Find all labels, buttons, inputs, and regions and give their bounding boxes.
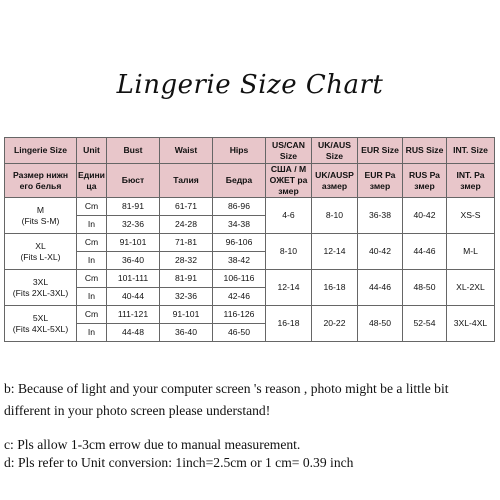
unit-cell: Cm xyxy=(77,234,107,252)
table-row xyxy=(5,270,495,288)
size-fits: (Fits S-M) xyxy=(21,215,60,226)
eur-size-cell: 36-38 xyxy=(358,198,403,234)
header-cell: США / М ОЖЕТ ра змер xyxy=(266,164,312,198)
hips-cell: 106-116 xyxy=(213,270,266,288)
us-size-cell: 8-10 xyxy=(266,234,312,270)
header-cell: Бюст xyxy=(107,164,160,198)
int-size-cell: XS-S xyxy=(447,198,495,234)
header-cell: Lingerie Size xyxy=(5,138,77,164)
unit-cell: Cm xyxy=(77,306,107,324)
header-cell: Bust xyxy=(107,138,160,164)
size-label-cell xyxy=(5,234,77,270)
us-size-cell: 12-14 xyxy=(266,270,312,306)
waist-cell: 91-101 xyxy=(160,306,213,324)
header-cell: Размер нижн его белья xyxy=(5,164,77,198)
hips-cell: 34-38 xyxy=(213,216,266,234)
int-size-cell: M-L xyxy=(447,234,495,270)
rus-size-cell: 40-42 xyxy=(403,198,447,234)
eur-size-cell: 40-42 xyxy=(358,234,403,270)
waist-cell: 28-32 xyxy=(160,252,213,270)
size-label: M xyxy=(36,204,45,215)
notes-section xyxy=(4,378,498,472)
note-b: b: Because of light and your computer screen 's reason , photo might be a little bit different in your photo screen please understand! xyxy=(4,381,449,418)
hips-cell: 38-42 xyxy=(213,252,266,270)
size-label-cell xyxy=(5,270,77,306)
header-cell: EUR Size xyxy=(358,138,403,164)
rus-size-cell: 52-54 xyxy=(403,306,447,342)
hips-cell: 86-96 xyxy=(213,198,266,216)
header-cell: Талия xyxy=(160,164,213,198)
bust-cell: 111-121 xyxy=(107,306,160,324)
header-row-russian xyxy=(5,164,495,198)
uk-size-cell: 8-10 xyxy=(312,198,358,234)
hips-cell: 116-126 xyxy=(213,306,266,324)
eur-size-cell: 44-46 xyxy=(358,270,403,306)
unit-cell: In xyxy=(77,288,107,306)
waist-cell: 81-91 xyxy=(160,270,213,288)
size-label-cell xyxy=(5,306,77,342)
size-label: XL xyxy=(35,240,46,251)
unit-cell: In xyxy=(77,324,107,342)
size-fits: (Fits L-XL) xyxy=(20,251,61,262)
hips-cell: 96-106 xyxy=(213,234,266,252)
size-chart-table xyxy=(4,137,495,342)
bust-cell: 32-36 xyxy=(107,216,160,234)
eur-size-cell: 48-50 xyxy=(358,306,403,342)
header-row-english xyxy=(5,138,495,164)
hips-cell: 46-50 xyxy=(213,324,266,342)
uk-size-cell: 20-22 xyxy=(312,306,358,342)
size-label-cell xyxy=(5,198,77,234)
unit-cell: Cm xyxy=(77,270,107,288)
rus-size-cell: 48-50 xyxy=(403,270,447,306)
header-cell: UK/AUS Size xyxy=(312,138,358,164)
header-cell: Бедра xyxy=(213,164,266,198)
int-size-cell: 3XL-4XL xyxy=(447,306,495,342)
bust-cell: 44-48 xyxy=(107,324,160,342)
header-cell: INT. Ра змер xyxy=(447,164,495,198)
header-cell: EUR Ра змер xyxy=(358,164,403,198)
int-size-cell: XL-2XL xyxy=(447,270,495,306)
rus-size-cell: 44-46 xyxy=(403,234,447,270)
bust-cell: 101-111 xyxy=(107,270,160,288)
header-cell: Hips xyxy=(213,138,266,164)
table-row xyxy=(5,198,495,216)
unit-cell: In xyxy=(77,216,107,234)
waist-cell: 36-40 xyxy=(160,324,213,342)
size-fits: (Fits 2XL-3XL) xyxy=(12,287,69,298)
header-cell: Unit xyxy=(77,138,107,164)
chart-title: Lingerie Size Chart xyxy=(116,70,384,100)
header-cell: Едини ца xyxy=(77,164,107,198)
header-cell: US/CAN Size xyxy=(266,138,312,164)
size-label: 3XL xyxy=(32,276,49,287)
waist-cell: 61-71 xyxy=(160,198,213,216)
header-cell: Waist xyxy=(160,138,213,164)
unit-cell: In xyxy=(77,252,107,270)
header-cell: UK/AUSP азмер xyxy=(312,164,358,198)
header-cell: RUS Ра змер xyxy=(403,164,447,198)
note-d: d: Pls refer to Unit conversion: 1inch=2.5cm or 1 cm= 0.39 inch xyxy=(4,455,354,470)
waist-cell: 24-28 xyxy=(160,216,213,234)
us-size-cell: 16-18 xyxy=(266,306,312,342)
uk-size-cell: 16-18 xyxy=(312,270,358,306)
header-cell: INT. Size xyxy=(447,138,495,164)
us-size-cell: 4-6 xyxy=(266,198,312,234)
unit-cell: Cm xyxy=(77,198,107,216)
note-c: c: Pls allow 1-3cm errow due to manual measurement. xyxy=(4,437,301,452)
table-row xyxy=(5,234,495,252)
hips-cell: 42-46 xyxy=(213,288,266,306)
uk-size-cell: 12-14 xyxy=(312,234,358,270)
bust-cell: 91-101 xyxy=(107,234,160,252)
table-row xyxy=(5,306,495,324)
size-fits: (Fits 4XL-5XL) xyxy=(12,323,69,334)
bust-cell: 36-40 xyxy=(107,252,160,270)
waist-cell: 32-36 xyxy=(160,288,213,306)
size-label: 5XL xyxy=(32,312,49,323)
waist-cell: 71-81 xyxy=(160,234,213,252)
bust-cell: 81-91 xyxy=(107,198,160,216)
header-cell: RUS Size xyxy=(403,138,447,164)
bust-cell: 40-44 xyxy=(107,288,160,306)
